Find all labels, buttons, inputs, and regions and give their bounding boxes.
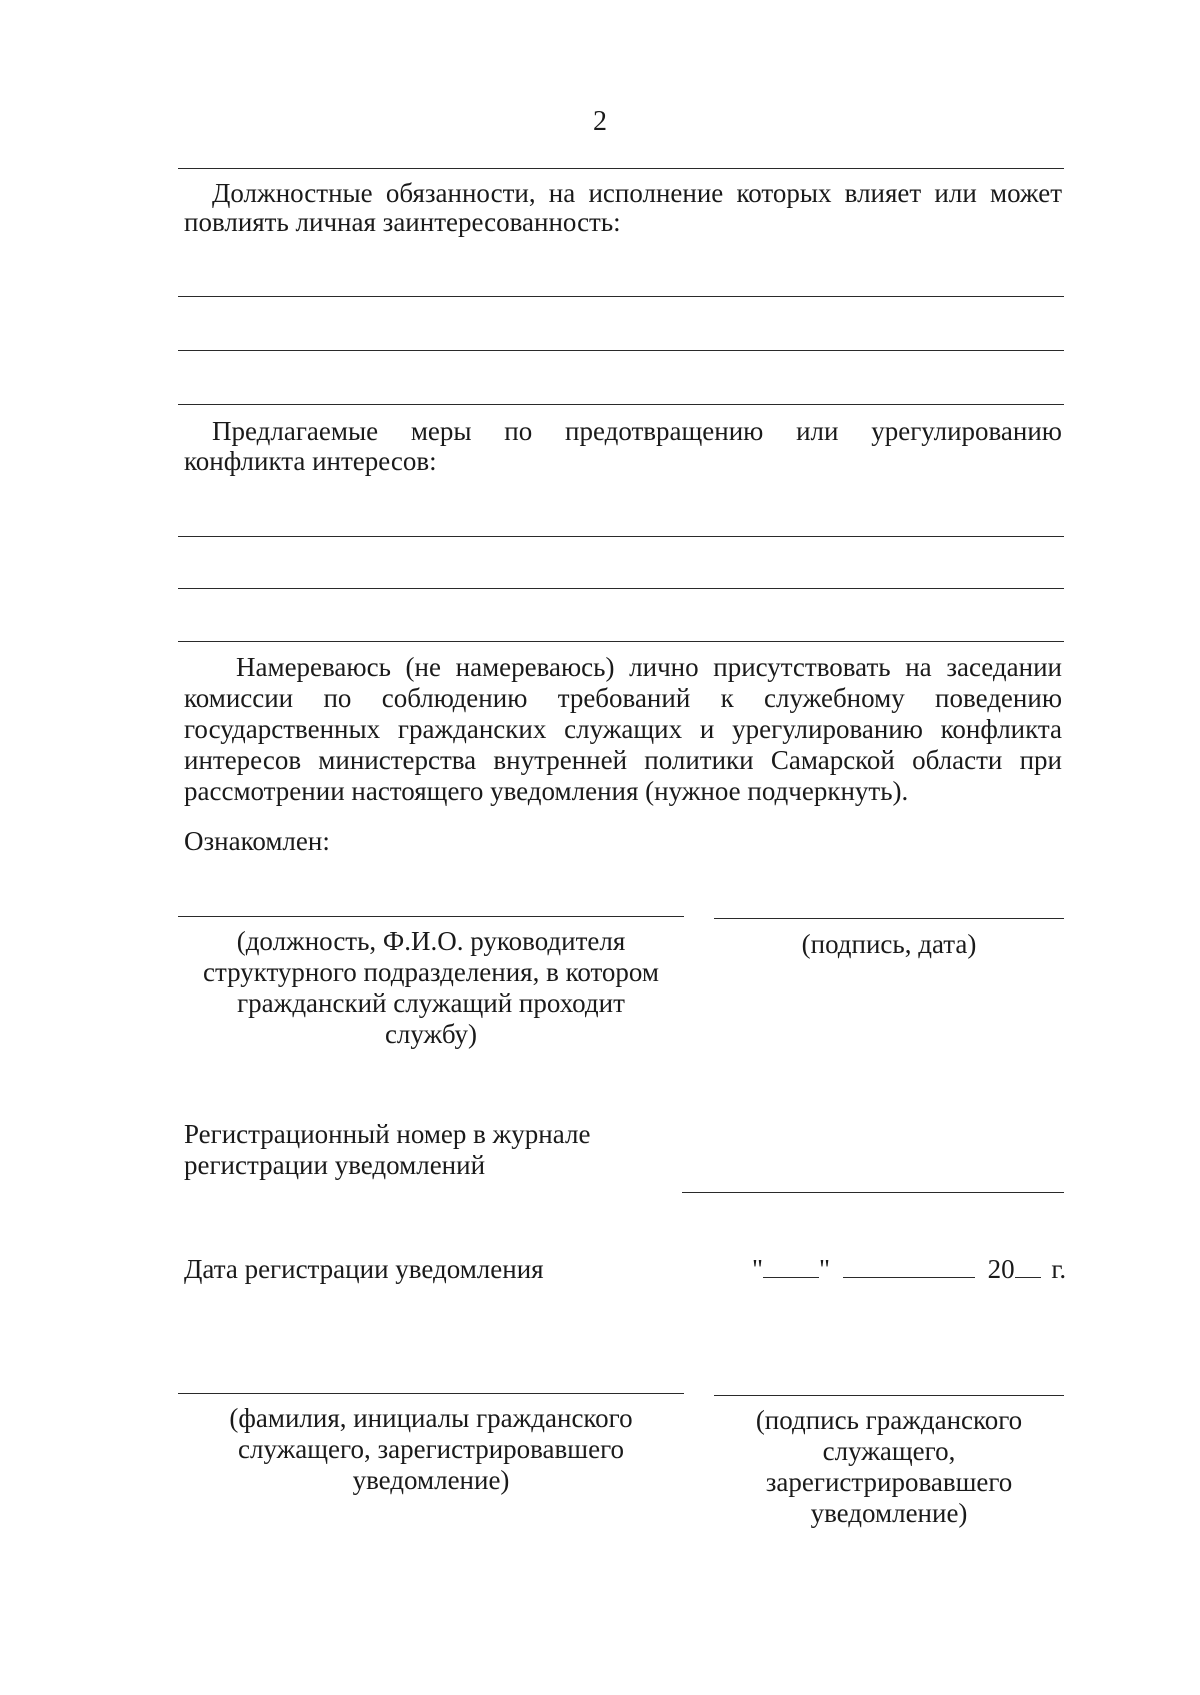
page-number: 2 [593, 106, 607, 137]
registrar-signature-fill-line[interactable] [714, 1395, 1064, 1396]
intent-line-1: Намереваюсь (не намереваюсь) лично присутствовать на заседании [236, 652, 1062, 682]
head-signature-fill-line[interactable] [714, 918, 1064, 919]
date-quote-open: " [752, 1254, 764, 1284]
registrar-signature-caption-line-4: уведомление) [810, 1498, 968, 1528]
registrar-name-fill-line[interactable] [178, 1393, 684, 1394]
month-blank[interactable] [843, 1255, 975, 1278]
measures-label-line2: конфликта интересов: [184, 446, 437, 476]
measures-word-2: меры [410, 416, 472, 446]
registration-number-label-line1: Регистрационный номер в журнале [184, 1119, 591, 1149]
intent-line-5: рассмотрении настоящего уведомления (нужное подчеркнуть). [184, 776, 909, 806]
registrar-signature-caption [714, 1405, 1064, 1529]
measures-fill-line-2[interactable] [178, 588, 1064, 589]
head-caption-line-1: (должность, Ф.И.О. руководителя [236, 926, 626, 956]
day-blank[interactable] [763, 1255, 819, 1278]
year-prefix: 20 [987, 1254, 1015, 1284]
duties-fill-line-3[interactable] [178, 404, 1064, 405]
registrar-signature-caption-line-3: зарегистрировавшего [765, 1467, 1013, 1497]
registrar-signature-caption-line-1: (подпись гражданского [755, 1405, 1023, 1435]
measures-fill-line-3[interactable] [178, 641, 1064, 642]
registrar-signature-caption-line-2: служащего, [822, 1436, 956, 1466]
measures-word-3: по [504, 416, 533, 446]
measures-word-4: предотвращению [565, 416, 764, 446]
measures-word-1: Предлагаемые [212, 416, 379, 446]
measures-word-5: или [796, 416, 839, 446]
year-suffix: г. [1051, 1254, 1067, 1284]
registration-number-fill-line[interactable] [682, 1192, 1064, 1193]
registrar-name-caption-line-3: уведомление) [352, 1465, 510, 1495]
acquainted-label: Ознакомлен: [184, 826, 330, 856]
measures-label-line1 [212, 416, 1062, 447]
intent-line-3: государственных гражданских служащих и урегулированию конфликта [184, 714, 1062, 744]
registration-number-label-line2: регистрации уведомлений [184, 1150, 486, 1180]
head-caption [178, 926, 684, 1050]
head-caption-line-3: гражданский служащий проходит [237, 988, 625, 1018]
duties-fill-line-2[interactable] [178, 350, 1064, 351]
head-caption-line-4: службу) [384, 1019, 478, 1049]
head-name-fill-line[interactable] [178, 916, 684, 917]
registrar-name-caption-line-2: служащего, зарегистрировавшего [238, 1434, 624, 1464]
date-quote-close: " [819, 1254, 831, 1284]
intent-line-2: комиссии по соблюдению требований к служебному поведению [184, 683, 1062, 713]
duties-label-line2: повлиять личная заинтересованность: [184, 207, 621, 237]
signature-date-caption: (подпись, дата) [801, 929, 977, 959]
year-blank[interactable] [1015, 1255, 1041, 1278]
registrar-name-caption [178, 1403, 684, 1496]
registration-date-label: Дата регистрации уведомления [184, 1254, 544, 1284]
intent-line-4: интересов министерства внутренней политики Самарской области при [184, 745, 1062, 775]
registrar-name-caption-line-1: (фамилия, инициалы гражданского [229, 1403, 633, 1433]
duties-fill-line-1[interactable] [178, 296, 1064, 297]
measures-fill-line-1[interactable] [178, 536, 1064, 537]
duties-label-line1: Должностные обязанности, на исполнение которых влияет или может [212, 178, 1062, 208]
registration-date-field [752, 1254, 1066, 1285]
measures-word-6: урегулированию [871, 416, 1062, 446]
head-caption-line-2: структурного подразделения, в котором [202, 957, 660, 987]
top-rule [178, 168, 1064, 169]
